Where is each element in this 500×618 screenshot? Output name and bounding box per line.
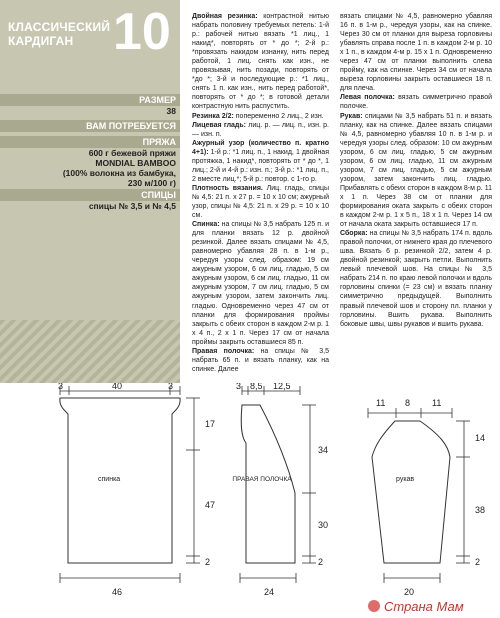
front-dim: 2 bbox=[318, 557, 324, 567]
back-piece-label: спинка bbox=[98, 476, 121, 483]
paragraph: Ажурный узор (количество п. кратно 4+1): 1-й р.: *1 лиц. п., 1 накид, 1 двойная протяжка, 1 накид*, повторять от * до *, 1 лиц.; 2-й и 4-й р.: изн. п.; 3-й р.: *1 лиц. п., 2 вместе лиц.*; 5-й р.: повтор. с 1-го р. bbox=[192, 139, 329, 183]
sleeve-dim: 11 bbox=[376, 398, 386, 408]
front-dim: 30 bbox=[318, 520, 329, 530]
paragraph: Спинка: на спицы № 3,5 набрать 125 п. и для планки вязать 12 р. двойной резинкой. Далее вязать спицами № 4,5, равномерно убавляя 28 п. в 1-м р., чередуя узоры след. образом: 19 см ажурным узором, 6 см лиц. гладью, 5 см ажурным узором, 6 см лиц. гладью, 11 см ажурным узором, 7 см лиц. гладью, 5 см ажурным узором, затем закончить лиц. гладью. Одновременно через 47 см от планки для формирования проймы закрыть с обеих сторон в каждом 2-м р. 1 х 4 п., 2 х 1 п. Через 17 см от начала проймы закрыть оставшиеся 85 п. bbox=[192, 221, 329, 346]
watermark bbox=[368, 599, 464, 614]
back-dim: 2 bbox=[205, 557, 211, 567]
front-dim: 3 bbox=[236, 383, 242, 391]
sleeve-dim: 11 bbox=[432, 398, 442, 408]
sidebar bbox=[0, 0, 180, 383]
paragraph: Сборка: на спицы № 3,5 набрать 174 п. вдоль правой полочки, от нижнего края до плечевого шва. Вязать 6 р. резинкой 2/2, затем 4 р. двойной резинкой; закрыть петли. Выполнить левый плечевой шов. На спицы № 3,5 набрать 214 п. по краю левой полочки и вдоль горловины спинки (= 23 см) и вязать планку симметрично предыдущей. Выполнить правый плечевой шов и сторону пл. планки у горловины. Вшить рукава. Выполнить боковые швы, швы рукавов и вшить рукава. bbox=[340, 230, 492, 328]
decorative-stripe bbox=[0, 320, 180, 383]
instructions-column-2 bbox=[340, 12, 492, 329]
size-value: 38 bbox=[166, 106, 176, 116]
sleeve-dim: 8 bbox=[405, 398, 411, 408]
needles-label: СПИЦЫ bbox=[141, 190, 176, 200]
paragraph: Резинка 2/2: попеременно 2 лиц., 2 изн. bbox=[192, 112, 324, 120]
back-dim: 47 bbox=[205, 500, 216, 510]
yarn-line: 230 м/100 г) bbox=[127, 178, 176, 188]
sleeve-piece-label: рукав bbox=[396, 476, 415, 483]
paragraph: Правая полочка: на спицы № 3,5 набрать 65 п. и вязать планку, как на спинке. Далее bbox=[192, 347, 329, 373]
paragraph: Плотность вязания. Лиц. гладь, спицы № 4,5: 21 п. х 27 р. = 10 х 10 см; ажурный узор, спицы № 4,5: 21 п. х 29 р. = 10 х 10 см. bbox=[192, 184, 329, 220]
front-dim: 8,5 bbox=[250, 383, 263, 391]
sleeve-dim: 38 bbox=[475, 505, 486, 515]
yarn-line: MONDIAL BAMBOO bbox=[95, 158, 176, 168]
back-dim: 17 bbox=[205, 419, 216, 429]
yarn-line: (100% волокна из бамбука, bbox=[62, 168, 176, 178]
watermark-text: Страна Мам bbox=[384, 599, 464, 614]
paragraph: Лицевая гладь: лиц. р. — лиц. п., изн. р. — изн. п. bbox=[192, 121, 329, 138]
yarn-line: 600 г бежевой пряжи bbox=[88, 148, 176, 158]
back-dim: 3 bbox=[58, 383, 64, 391]
project-number: 10 bbox=[113, 3, 171, 61]
front-dim: 24 bbox=[264, 587, 275, 597]
needles-value: спицы № 3,5 и № 4,5 bbox=[88, 201, 176, 211]
sleeve-dim: 14 bbox=[475, 433, 486, 443]
sleeve-piece-outline bbox=[372, 421, 450, 563]
paragraph: Левая полочка: вязать симметрично правой полочке. bbox=[340, 94, 493, 111]
paragraph: вязать спицами № 4,5, равномерно убавляя 16 п. в 1-м р., чередуя узоры, как на спинке. Через 30 см от планки для выреза горловины убавлять справа после 1 п. в каждом 2-м р. 10 х 1 п., в каждом 4-м р. 15 х 1 п. Одновременно через 47 см от планки выполнить слева пройму, как на спинке. Через 34 см от начала выреза горловины закрыть оставшиеся 18 п. для плеча. bbox=[340, 13, 492, 93]
instructions-column-1 bbox=[192, 12, 329, 374]
yarn-label: ПРЯЖА bbox=[142, 137, 176, 147]
need-label: ВАМ ПОТРЕБУЕТСЯ bbox=[86, 121, 176, 131]
watermark-icon bbox=[368, 600, 380, 612]
project-title: КЛАССИЧЕСКИЙ КАРДИГАН bbox=[8, 20, 111, 48]
back-dim: 46 bbox=[112, 587, 123, 597]
paragraph: Рукав: спицами № 3,5 набрать 51 п. и вязать планку, как на спинке. Далее вязать спицами № 4,5, равномерно убавляя 10 п. в 1-м р. и чередуя узоры след. образом: 10 см ажурным узором, 6 см лиц. гладью, 5 см ажурным узором, 6 см лиц. гладью, 11 см ажурным узором, 7 см лиц. гладью, 5 см ажурным узором, затем закончить лиц. гладью. Прибавлять с обеих сторон в каждом 8-м р. 11 х 1 п. Через 38 см от планки для формирования оката закрыть с обеих сторон в каждом 2-м р. 1 х 5 п., 18 х 1 п. Через 14 см от начала оката закрыть оставшиеся 17 п. bbox=[340, 112, 492, 229]
pattern-schematic bbox=[0, 383, 500, 618]
size-label: РАЗМЕР bbox=[139, 95, 176, 105]
front-dim: 34 bbox=[318, 445, 329, 455]
paragraph: Двойная резинка: контрастной нитью набрать половину требуемых петель: 1-й р.: рабочей нитью вязать *1 лиц., 1 накид*, повторять от * до *; 2-й р.: *провязать накидом изнанку, нить перед работой, 1 лиц. снять как изн., не провязывая, нить позади, повторять от *до *; 3-й и последующие р.: *1 лиц., снять 1 п. как изн., нить перед работой*, повторять от * до *; в готовой детали контрастную нить распустить. bbox=[192, 13, 329, 111]
front-piece-label: ПРАВАЯ ПОЛОЧКА bbox=[232, 476, 292, 483]
back-dim: 3 bbox=[168, 383, 174, 391]
back-dim: 40 bbox=[112, 383, 123, 391]
sleeve-dim: 20 bbox=[404, 587, 415, 597]
sleeve-dim: 2 bbox=[475, 557, 481, 567]
front-piece-outline bbox=[241, 405, 295, 563]
front-dim: 12,5 bbox=[273, 383, 291, 391]
